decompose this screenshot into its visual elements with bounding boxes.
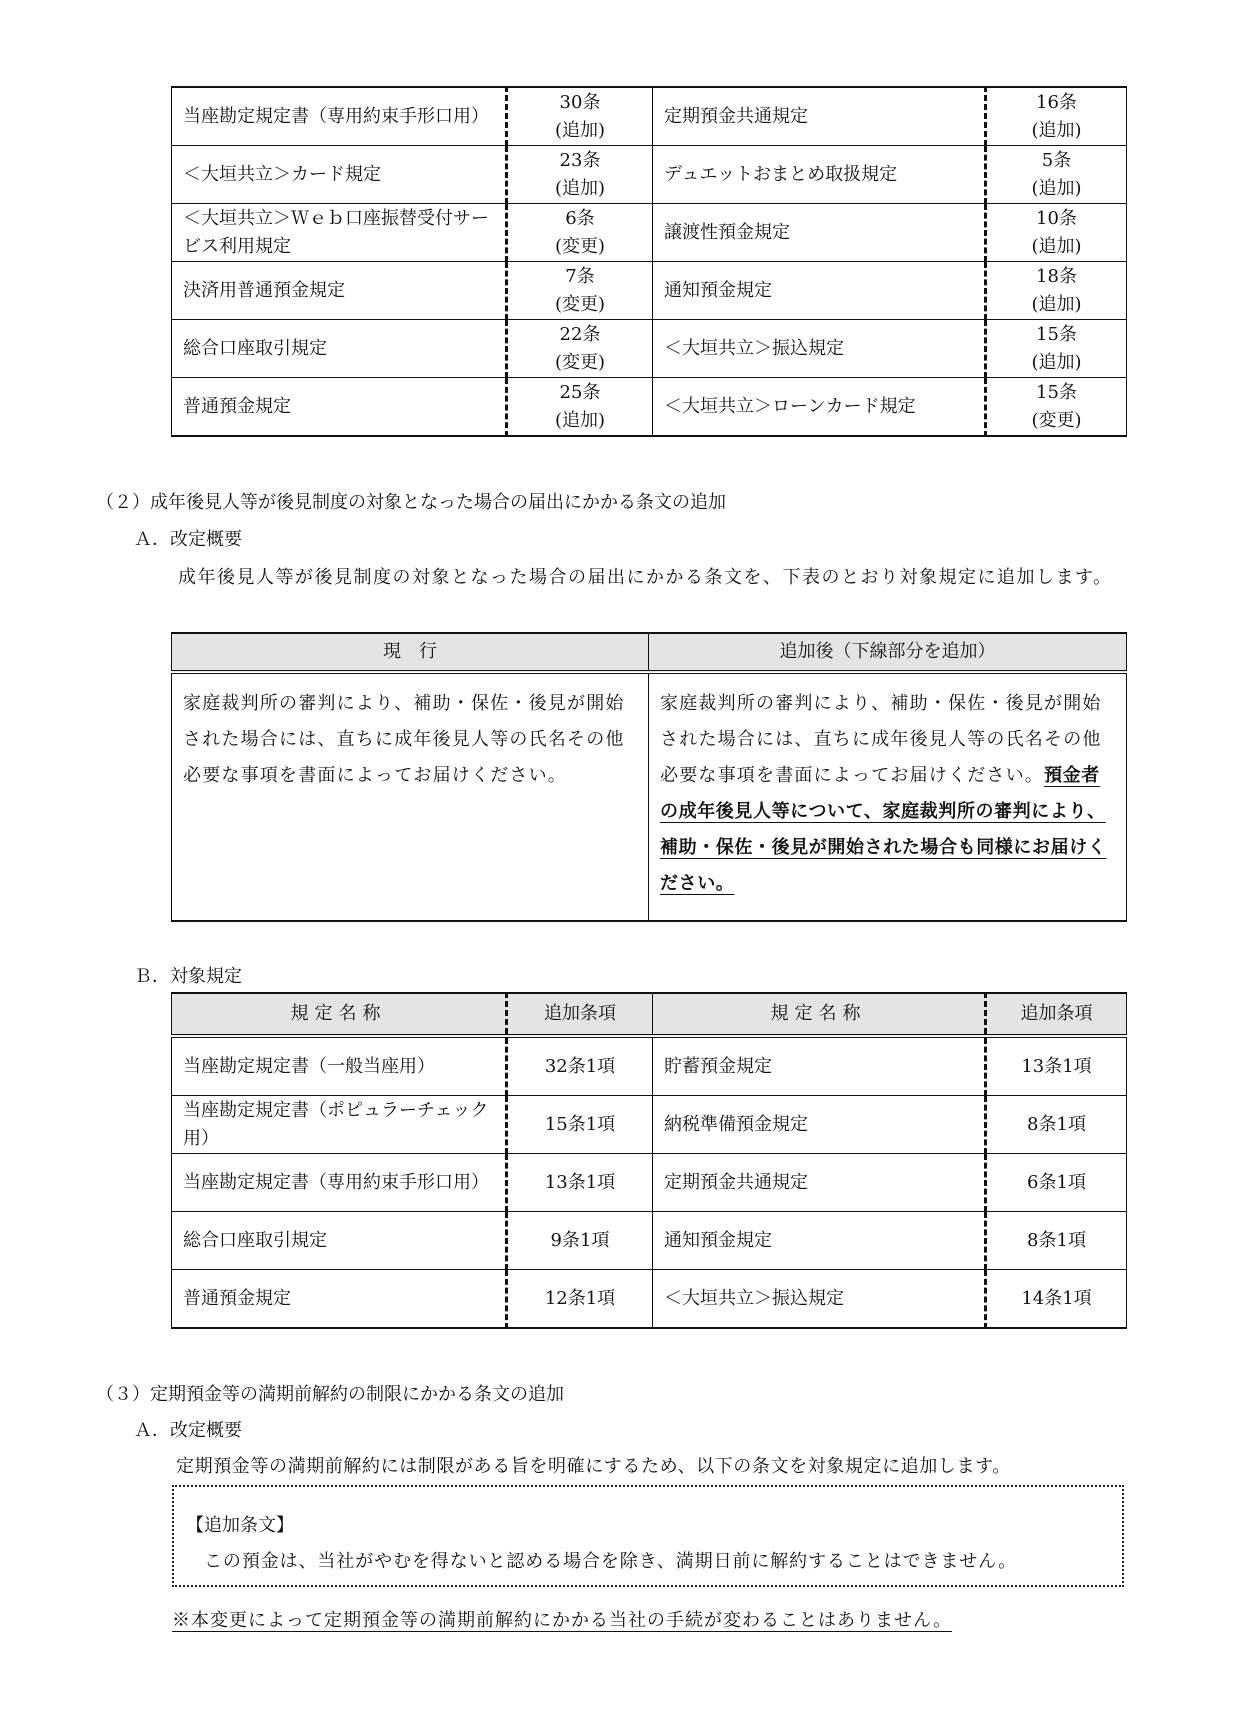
rule-name-right: ＜大垣共立＞振込規定 xyxy=(653,320,986,378)
rule-name-right: 定期預金共通規定 xyxy=(653,87,986,146)
target-rules-table xyxy=(171,992,1127,1329)
change-type: (追加) xyxy=(554,409,606,431)
table-row xyxy=(172,320,1127,378)
rule-name-right: 譲渡性預金規定 xyxy=(653,204,986,262)
change-type: (変更) xyxy=(554,235,606,257)
article-right xyxy=(986,378,1127,437)
article-number: 15条 xyxy=(1036,323,1077,345)
rule-name-right: デュエットおまとめ取扱規定 xyxy=(653,146,986,204)
change-type: (変更) xyxy=(1031,409,1082,431)
clause-left: 15条1項 xyxy=(507,1096,653,1154)
rule-name-right: 貯蓄預金規定 xyxy=(653,1036,986,1096)
table-row xyxy=(172,1212,1127,1270)
clause-right: 14条1項 xyxy=(986,1270,1127,1329)
after-text: 家庭裁判所の審判により、補助・保佐・後見が開始された場合には、直ちに成年後見人等の氏名その他必要な事項を書面によってお届けください。 xyxy=(660,693,1102,786)
article-number: 5条 xyxy=(1041,149,1072,171)
rule-name-right: ＜大垣共立＞振込規定 xyxy=(653,1270,986,1329)
rule-name-left: 総合口座取引規定 xyxy=(172,320,507,378)
table-row xyxy=(172,1154,1127,1212)
header-clause-left: 追加条項 xyxy=(507,993,653,1036)
added-clause-text: この預金は、当社がやむを得ないと認める場合を除き、満期日前に解約することはできません。 xyxy=(204,1551,1018,1572)
section-2-heading: （２）成年後見人等が後見制度の対象となった場合の届出にかかる条文の追加 xyxy=(96,492,726,513)
change-type: (追加) xyxy=(1031,293,1082,315)
article-right xyxy=(986,262,1127,320)
section-3-heading: （３）定期預金等の満期前解約の制限にかかる条文の追加 xyxy=(96,1384,564,1405)
header-rule-name-right: 規定名称 xyxy=(653,993,986,1036)
article-number: 10条 xyxy=(1036,207,1077,229)
section-2-sub-a: Ａ．改定概要 xyxy=(134,529,242,550)
after-added-text: 預金者の成年後見人等について、家庭裁判所の審判により、補助・保佐・後見が開始された場合も同様にお届けください。 xyxy=(660,765,1107,894)
article-number: 18条 xyxy=(1036,265,1077,287)
table-row xyxy=(172,204,1127,262)
clause-right: 8条1項 xyxy=(986,1096,1127,1154)
article-left xyxy=(507,378,653,437)
rule-name-right: 通知預金規定 xyxy=(653,262,986,320)
added-clause-title: 【追加条文】 xyxy=(186,1515,294,1536)
header-current: 現 行 xyxy=(172,633,649,672)
article-left xyxy=(507,87,653,146)
article-left xyxy=(507,320,653,378)
rule-name-left: ＜大垣共立＞カード規定 xyxy=(172,146,507,204)
article-right xyxy=(986,320,1127,378)
after-cell xyxy=(649,672,1127,921)
article-left xyxy=(507,262,653,320)
table-row xyxy=(172,146,1127,204)
article-right xyxy=(986,204,1127,262)
rule-name-left: ＜大垣共立＞Ｗｅｂ口座振替受付サービス利用規定 xyxy=(172,204,507,262)
rule-name-left: 普通預金規定 xyxy=(172,1270,507,1329)
change-type: (変更) xyxy=(554,351,606,373)
header-clause-right: 追加条項 xyxy=(986,993,1127,1036)
added-clause-box xyxy=(172,1485,1124,1587)
clause-left: 13条1項 xyxy=(507,1154,653,1212)
change-type: (追加) xyxy=(1031,235,1082,257)
rule-name-left: 総合口座取引規定 xyxy=(172,1212,507,1270)
article-number: 22条 xyxy=(559,323,601,345)
rule-name-right: 定期預金共通規定 xyxy=(653,1154,986,1212)
section-2-paragraph: 成年後見人等が後見制度の対象となった場合の届出にかかる条文を、下表のとおり対象規定に追加します。 xyxy=(178,567,1113,588)
change-type: (追加) xyxy=(1031,119,1082,141)
rule-name-left: 普通預金規定 xyxy=(172,378,507,437)
article-right xyxy=(986,146,1127,204)
table-row xyxy=(172,1036,1127,1096)
current-text: 家庭裁判所の審判により、補助・保佐・後見が開始された場合には、直ちに成年後見人等の氏名その他必要な事項を書面によってお届けください。 xyxy=(183,693,625,786)
article-number: 15条 xyxy=(1036,381,1077,403)
section-3-paragraph: 定期預金等の満期前解約には制限がある旨を明確にするため、以下の条文を対象規定に追加します。 xyxy=(176,1456,1011,1477)
rule-name-left: 当座勘定規定書（専用約束手形口用） xyxy=(172,1154,507,1212)
article-number: 23条 xyxy=(559,149,601,171)
article-number: 7条 xyxy=(565,265,595,287)
header-after: 追加後（下線部分を追加） xyxy=(649,633,1127,672)
note-text: ※本変更によって定期預金等の満期前解約にかかる当社の手続が変わることはありません。 xyxy=(172,1610,953,1631)
change-type: (追加) xyxy=(554,119,606,141)
clause-right: 13条1項 xyxy=(986,1036,1127,1096)
comparison-table xyxy=(171,632,1127,922)
clause-right: 8条1項 xyxy=(986,1212,1127,1270)
clause-left: 9条1項 xyxy=(507,1212,653,1270)
article-right xyxy=(986,87,1127,146)
clause-right: 6条1項 xyxy=(986,1154,1127,1212)
clause-left: 12条1項 xyxy=(507,1270,653,1329)
rule-name-left: 当座勘定規定書（一般当座用） xyxy=(172,1036,507,1096)
rule-name-left: 当座勘定規定書（ポピュラーチェック用） xyxy=(172,1096,507,1154)
article-number: 25条 xyxy=(559,381,601,403)
article-number: 16条 xyxy=(1036,91,1077,113)
change-type: (追加) xyxy=(1031,177,1082,199)
rule-name-right: 通知預金規定 xyxy=(653,1212,986,1270)
change-type: (変更) xyxy=(554,293,606,315)
section-3-sub-a: Ａ．改定概要 xyxy=(134,1420,242,1441)
table-row xyxy=(172,1270,1127,1329)
table-row xyxy=(172,262,1127,320)
article-number: 30条 xyxy=(559,91,601,113)
table-row xyxy=(172,1096,1127,1154)
change-type: (追加) xyxy=(554,177,606,199)
table-row xyxy=(172,378,1127,437)
rules-table-top xyxy=(171,86,1127,437)
article-number: 6条 xyxy=(565,207,595,229)
clause-left: 32条1項 xyxy=(507,1036,653,1096)
rule-name-left: 決済用普通預金規定 xyxy=(172,262,507,320)
rule-name-right: ＜大垣共立＞ローンカード規定 xyxy=(653,378,986,437)
article-left xyxy=(507,204,653,262)
change-type: (追加) xyxy=(1031,351,1082,373)
rule-name-left: 当座勘定規定書（専用約束手形口用） xyxy=(172,87,507,146)
article-left xyxy=(507,146,653,204)
table-row xyxy=(172,87,1127,146)
rule-name-right: 納税準備預金規定 xyxy=(653,1096,986,1154)
header-rule-name-left: 規定名称 xyxy=(172,993,507,1036)
section-2-sub-b: Ｂ．対象規定 xyxy=(134,966,242,987)
